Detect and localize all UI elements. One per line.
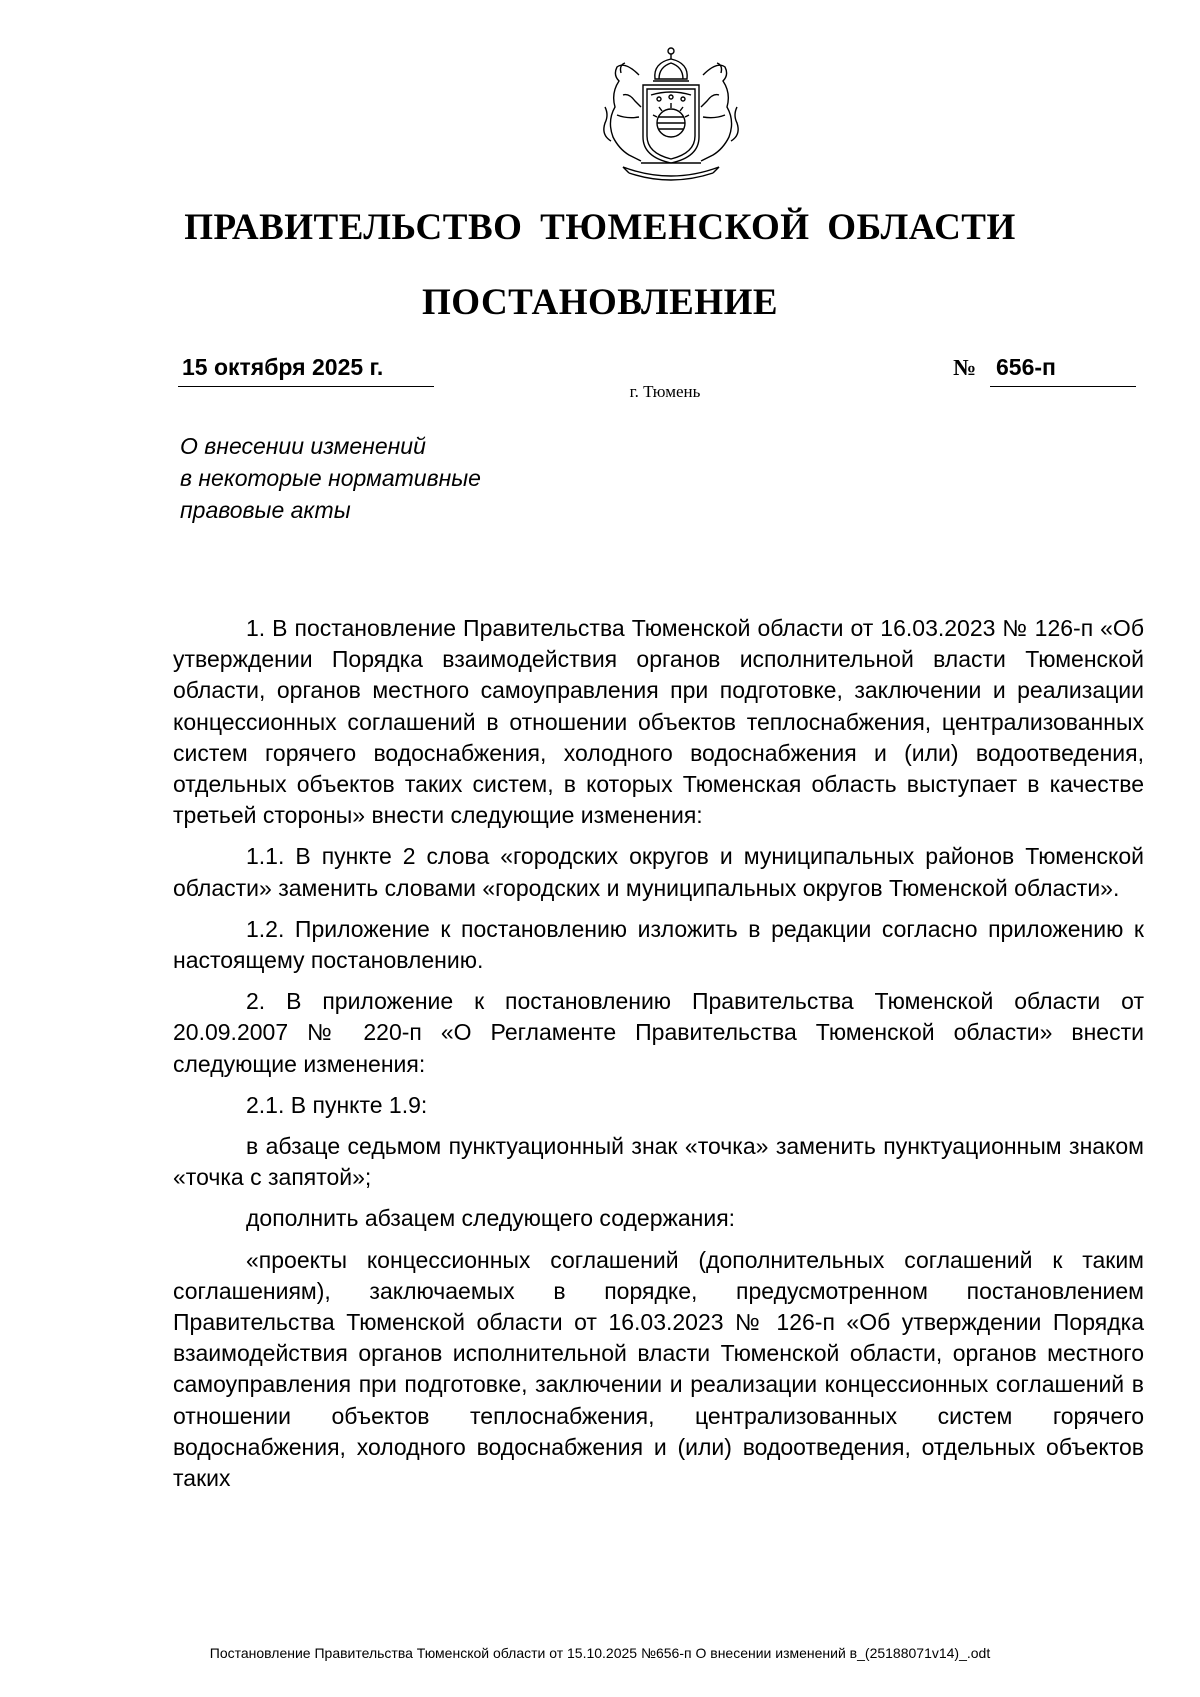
paragraph-2-1-a: в абзаце седьмом пунктуационный знак «точка» заменить пунктуационным знаком «точка с запятой»; bbox=[173, 1133, 1144, 1191]
subject-line: О внесении изменений bbox=[180, 433, 426, 459]
coat-of-arms-emblem bbox=[593, 45, 749, 187]
paragraph-1: 1. В постановление Правительства Тюменской области от 16.03.2023 № 126-п «Об утверждении Порядка взаимодействия органов исполнительной власти Тюменской области, органов местного самоуправления при подготовке, заключении и реализации концессионных соглашений в отношении объектов теплоснабжения, централизованных систем горячего водоснабжения, холодного водоснабжения и (или) водоотведения, отдельных объектов таких систем, в которых Тюменская область выступает в качестве третьей стороны» внести следующие изменения: bbox=[173, 615, 1144, 829]
government-title: ПРАВИТЕЛЬСТВО ТЮМЕНСКОЙ ОБЛАСТИ bbox=[184, 207, 1016, 248]
document-number: 656-п bbox=[990, 350, 1136, 387]
document-type-title: ПОСТАНОВЛЕНИЕ bbox=[421, 282, 779, 323]
subject-line: правовые акты bbox=[180, 497, 351, 523]
paragraph-2-1: 2.1. В пункте 1.9: bbox=[246, 1091, 428, 1118]
city-label: г. Тюмень bbox=[629, 382, 701, 401]
document-subject bbox=[180, 430, 600, 526]
document-body bbox=[173, 613, 1144, 1504]
paragraph-1-1: 1.1. В пункте 2 слова «городских округов и муниципальных районов Тюменской области» заменить словами «городских и муниципальных округов Тюменской области». bbox=[173, 843, 1144, 901]
document-date: 15 октября 2025 г. bbox=[178, 350, 434, 387]
paragraph-1-2: 1.2. Приложение к постановлению изложить в редакции согласно приложению к настоящему постановлению. bbox=[173, 915, 1144, 974]
page-footer: Постановление Правительства Тюменской области от 15.10.2025 №656-п О внесении изменений в_(25188071v14)_.odt bbox=[209, 1645, 991, 1661]
paragraph-2-1-quote: «проекты концессионных соглашений (дополнительных соглашений к таким соглашениям), заключаемых в порядке, предусмотренном постановлением Правительства Тюменской области от 16.03.2023 № 126-п «Об утверждении Порядка взаимодействия органов исполнительной власти Тюменской области, органов местного самоуправления при подготовке, заключении и реализации концессионных соглашений в отношении объектов теплоснабжения, централизованных систем горячего водоснабжения, холодного водоснабжения и (или) водоотведения, отдельных объектов таких bbox=[173, 1246, 1144, 1492]
paragraph-2-1-b: дополнить абзацем следующего содержания: bbox=[246, 1205, 736, 1232]
subject-line: в некоторые нормативные bbox=[180, 465, 481, 491]
number-sign: № bbox=[953, 355, 977, 380]
paragraph-2: 2. В приложение к постановлению Правительства Тюменской области от 20.09.2007 № 220-п «О Регламенте Правительства Тюменской области» внести следующие изменения: bbox=[173, 988, 1144, 1077]
